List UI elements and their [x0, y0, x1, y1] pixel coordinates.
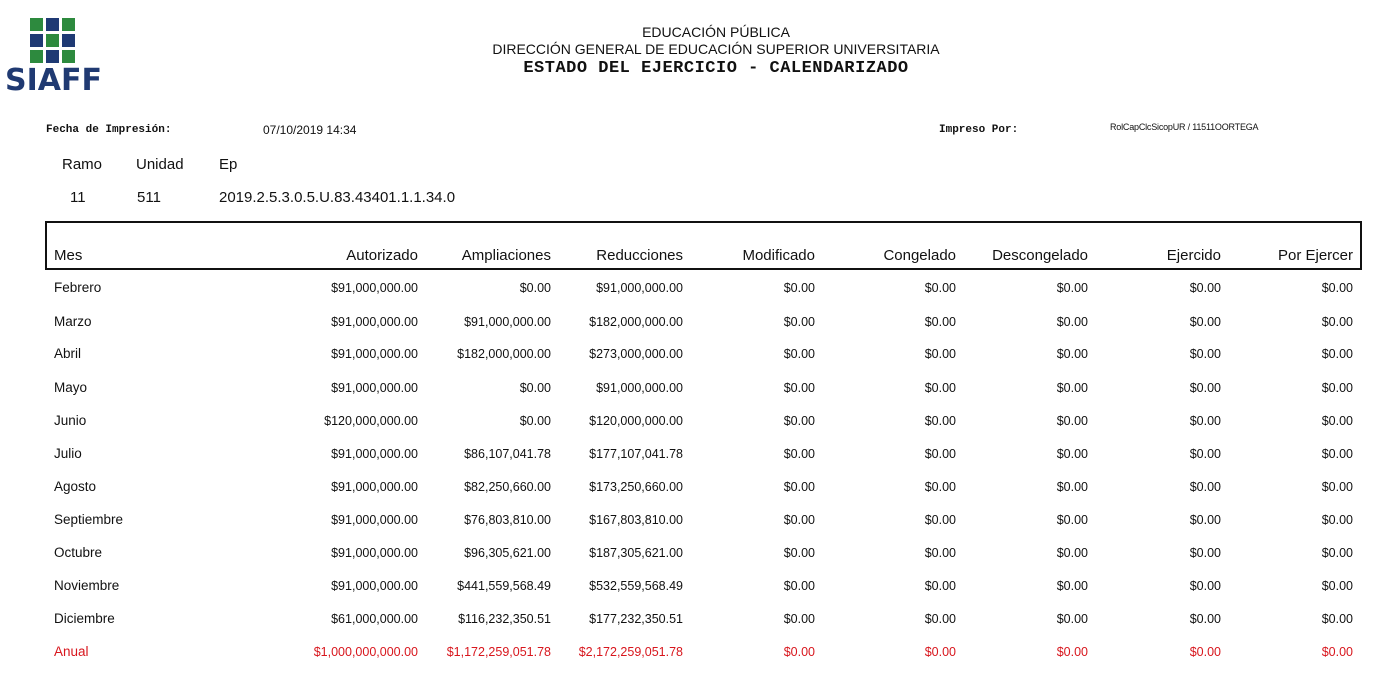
cell-congelado: $0.00 [924, 281, 956, 295]
cell-por-ejercer: $0.00 [1321, 347, 1353, 361]
cell-ejercido: $0.00 [1189, 480, 1221, 494]
cell-descongelado: $0.00 [1056, 645, 1088, 659]
cell-mes: Septiembre [54, 512, 124, 527]
cell-por-ejercer: $0.00 [1321, 281, 1353, 295]
cell-ejercido: $0.00 [1189, 645, 1221, 659]
table-row [0, 477, 1400, 497]
cell-modificado: $0.00 [783, 546, 815, 560]
cell-autorizado: $91,000,000.00 [331, 315, 418, 329]
cell-mes: Mayo [54, 380, 88, 395]
cell-mes: Febrero [54, 280, 102, 295]
cell-congelado: $0.00 [924, 315, 956, 329]
cell-ampliaciones: $182,000,000.00 [457, 347, 551, 361]
cell-descongelado: $0.00 [1056, 281, 1088, 295]
cell-congelado: $0.00 [924, 414, 956, 428]
col-header-ampliaciones: Ampliaciones [461, 247, 551, 264]
cell-autorizado: $91,000,000.00 [331, 513, 418, 527]
cell-autorizado: $120,000,000.00 [324, 414, 418, 428]
table-row [0, 543, 1400, 563]
cell-autorizado: $91,000,000.00 [331, 579, 418, 593]
cell-autorizado: $91,000,000.00 [331, 381, 418, 395]
cell-ampliaciones: $86,107,041.78 [464, 447, 551, 461]
ramo-value: 11 [70, 189, 86, 206]
cell-por-ejercer: $0.00 [1321, 480, 1353, 494]
cell-por-ejercer: $0.00 [1321, 447, 1353, 461]
cell-reducciones: $91,000,000.00 [596, 381, 683, 395]
cell-ejercido: $0.00 [1189, 579, 1221, 593]
col-header-autorizado: Autorizado [346, 247, 418, 264]
col-header-por-ejercer: Por Ejercer [1277, 247, 1353, 264]
report-title: ESTADO DEL EJERCICIO - CALENDARIZADO [523, 59, 909, 78]
cell-mes: Octubre [54, 545, 103, 560]
cell-ampliaciones: $1,172,259,051.78 [446, 645, 551, 659]
cell-descongelado: $0.00 [1056, 315, 1088, 329]
cell-autorizado: $91,000,000.00 [331, 347, 418, 361]
table-header-box [45, 221, 1362, 270]
cell-reducciones: $167,803,810.00 [589, 513, 683, 527]
header-line1: EDUCACIÓN PÚBLICA [642, 24, 790, 40]
cell-reducciones: $177,107,041.78 [589, 447, 683, 461]
cell-congelado: $0.00 [924, 447, 956, 461]
cell-congelado: $0.00 [924, 645, 956, 659]
cell-mes: Junio [54, 413, 87, 428]
cell-reducciones: $182,000,000.00 [589, 315, 683, 329]
table-row [0, 378, 1400, 398]
cell-por-ejercer: $0.00 [1321, 513, 1353, 527]
cell-congelado: $0.00 [924, 546, 956, 560]
cell-ejercido: $0.00 [1189, 612, 1221, 626]
cell-por-ejercer: $0.00 [1321, 315, 1353, 329]
cell-mes: Noviembre [54, 578, 120, 593]
cell-reducciones: $532,559,568.49 [589, 579, 683, 593]
cell-reducciones: $273,000,000.00 [589, 347, 683, 361]
cell-ejercido: $0.00 [1189, 315, 1221, 329]
cell-modificado: $0.00 [783, 579, 815, 593]
cell-por-ejercer: $0.00 [1321, 381, 1353, 395]
ep-label: Ep [219, 156, 238, 173]
logo-text: SIAFF [5, 63, 102, 98]
table-row [0, 510, 1400, 530]
cell-por-ejercer: $0.00 [1321, 546, 1353, 560]
cell-por-ejercer: $0.00 [1321, 579, 1353, 593]
cell-mes: Abril [54, 346, 82, 361]
cell-ampliaciones: $82,250,660.00 [464, 480, 551, 494]
cell-modificado: $0.00 [783, 645, 815, 659]
ep-value: 2019.2.5.3.0.5.U.83.43401.1.1.34.0 [219, 189, 456, 206]
cell-ampliaciones: $0.00 [519, 381, 551, 395]
cell-descongelado: $0.00 [1056, 546, 1088, 560]
cell-congelado: $0.00 [924, 480, 956, 494]
cell-congelado: $0.00 [924, 612, 956, 626]
col-header-ejercido: Ejercido [1166, 247, 1221, 264]
cell-ejercido: $0.00 [1189, 381, 1221, 395]
cell-ejercido: $0.00 [1189, 447, 1221, 461]
table-row [0, 312, 1400, 332]
cell-modificado: $0.00 [783, 480, 815, 494]
cell-reducciones: $2,172,259,051.78 [578, 645, 683, 659]
cell-congelado: $0.00 [924, 579, 956, 593]
cell-autorizado: $1,000,000,000.00 [313, 645, 418, 659]
cell-reducciones: $91,000,000.00 [596, 281, 683, 295]
cell-mes: Marzo [54, 314, 92, 329]
cell-autorizado: $91,000,000.00 [331, 447, 418, 461]
cell-autorizado: $91,000,000.00 [331, 480, 418, 494]
cell-ejercido: $0.00 [1189, 347, 1221, 361]
table-row [0, 444, 1400, 464]
printed-by-value: RolCapClcSicopUR / 11511OORTEGA [1110, 122, 1259, 132]
cell-ampliaciones: $441,559,568.49 [457, 579, 551, 593]
cell-modificado: $0.00 [783, 414, 815, 428]
cell-congelado: $0.00 [924, 513, 956, 527]
cell-ampliaciones: $96,305,621.00 [464, 546, 551, 560]
cell-ampliaciones: $91,000,000.00 [464, 315, 551, 329]
unidad-value: 511 [137, 189, 161, 206]
cell-descongelado: $0.00 [1056, 579, 1088, 593]
col-header-modificado: Modificado [742, 247, 815, 264]
cell-por-ejercer: $0.00 [1321, 645, 1353, 659]
ramo-label: Ramo [62, 156, 103, 173]
cell-mes: Agosto [54, 479, 97, 494]
cell-modificado: $0.00 [783, 315, 815, 329]
cell-reducciones: $187,305,621.00 [589, 546, 683, 560]
cell-ampliaciones: $116,232,350.51 [458, 612, 551, 626]
cell-ejercido: $0.00 [1189, 414, 1221, 428]
cell-ampliaciones: $0.00 [519, 414, 551, 428]
cell-reducciones: $177,232,350.51 [589, 612, 683, 626]
col-header-descongelado: Descongelado [992, 247, 1088, 264]
cell-por-ejercer: $0.00 [1321, 414, 1353, 428]
col-header-mes: Mes [54, 247, 83, 264]
cell-mes: Julio [54, 446, 82, 461]
header-line2: DIRECCIÓN GENERAL DE EDUCACIÓN SUPERIOR UNIVERSITARIA [492, 41, 940, 57]
cell-autorizado: $91,000,000.00 [331, 281, 418, 295]
col-header-congelado: Congelado [883, 247, 956, 264]
print-date-label: Fecha de Impresión: [46, 124, 172, 136]
unidad-label: Unidad [136, 156, 184, 173]
table-row [0, 411, 1400, 431]
printed-by-label: Impreso Por: [939, 124, 1019, 136]
cell-mes: Anual [54, 644, 89, 659]
cell-descongelado: $0.00 [1056, 612, 1088, 626]
cell-mes: Diciembre [54, 611, 115, 626]
cell-reducciones: $120,000,000.00 [589, 414, 683, 428]
cell-ejercido: $0.00 [1189, 513, 1221, 527]
cell-ejercido: $0.00 [1189, 281, 1221, 295]
cell-modificado: $0.00 [783, 612, 815, 626]
table-row [0, 576, 1400, 596]
cell-descongelado: $0.00 [1056, 480, 1088, 494]
cell-modificado: $0.00 [783, 447, 815, 461]
cell-autorizado: $61,000,000.00 [331, 612, 418, 626]
table-row [0, 609, 1400, 629]
cell-descongelado: $0.00 [1056, 447, 1088, 461]
col-header-reducciones: Reducciones [596, 247, 683, 264]
cell-modificado: $0.00 [783, 347, 815, 361]
cell-modificado: $0.00 [783, 513, 815, 527]
cell-congelado: $0.00 [924, 381, 956, 395]
cell-autorizado: $91,000,000.00 [331, 546, 418, 560]
cell-reducciones: $173,250,660.00 [589, 480, 683, 494]
cell-descongelado: $0.00 [1056, 347, 1088, 361]
cell-ejercido: $0.00 [1189, 546, 1221, 560]
total-row [0, 642, 1400, 662]
table-row [0, 278, 1400, 298]
cell-ampliaciones: $76,803,810.00 [464, 513, 551, 527]
cell-descongelado: $0.00 [1056, 414, 1088, 428]
cell-congelado: $0.00 [924, 347, 956, 361]
table-row [0, 344, 1400, 364]
cell-descongelado: $0.00 [1056, 513, 1088, 527]
cell-modificado: $0.00 [783, 381, 815, 395]
cell-modificado: $0.00 [783, 281, 815, 295]
print-date-value: 07/10/2019 14:34 [263, 123, 357, 137]
cell-ampliaciones: $0.00 [519, 281, 551, 295]
cell-descongelado: $0.00 [1056, 381, 1088, 395]
cell-por-ejercer: $0.00 [1321, 612, 1353, 626]
